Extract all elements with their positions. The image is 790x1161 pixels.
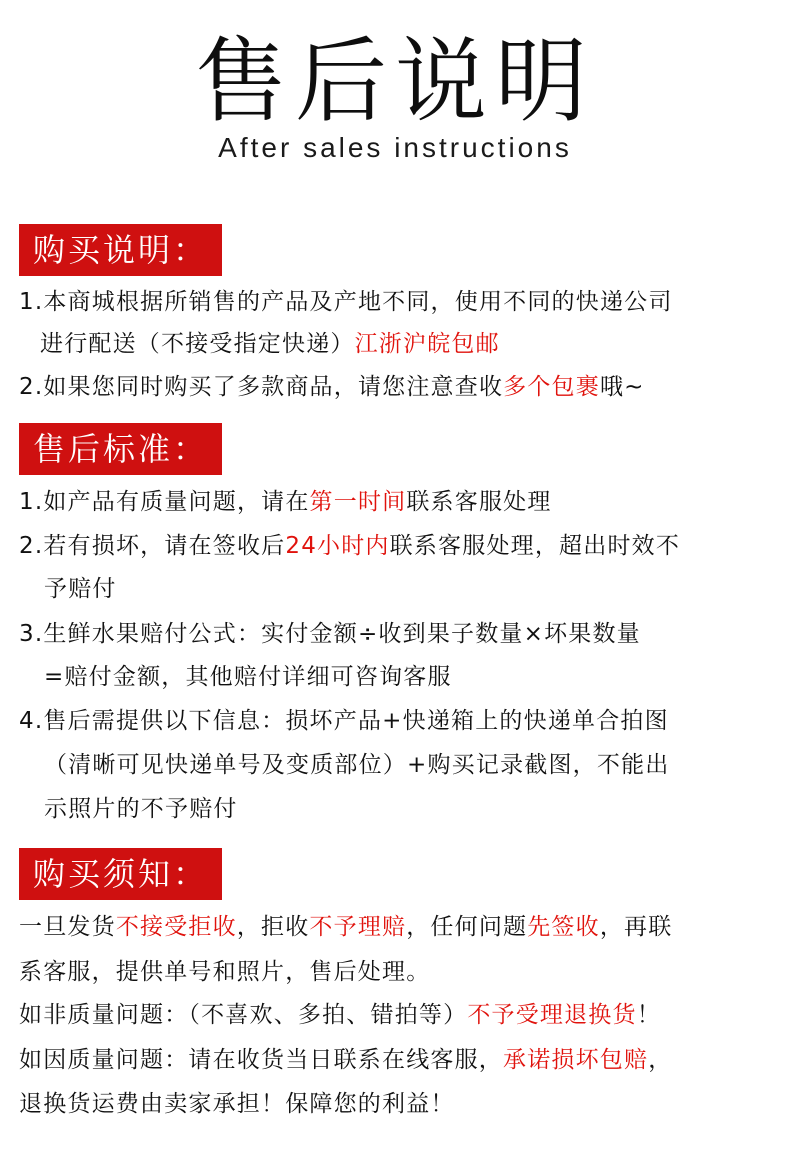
- page-subtitle: After sales instructions: [218, 132, 572, 163]
- after-sales-item-4-cont2: 示照片的不予赔付: [44, 796, 238, 822]
- text: 联系客服处理，超出时效不: [389, 533, 681, 559]
- text: 如非质量问题：（不喜欢、多拍、错拍等）: [19, 1002, 468, 1028]
- purchase-info-item-1-cont: [40, 329, 500, 359]
- notice-paragraph-1-cont: 系客服，提供单号和照片，售后处理。: [19, 959, 431, 985]
- after-sales-item-3-cont: =赔付金额，其他赔付详细可咨询客服: [44, 664, 452, 690]
- text: ，任何问题: [406, 914, 528, 940]
- highlight-24-hours: 24小时内: [285, 533, 390, 559]
- page-title: 售后说明: [194, 28, 595, 135]
- text: 哦~: [599, 374, 645, 400]
- notice-paragraph-1: [19, 912, 672, 942]
- section-heading-notice: 购买须知：: [19, 848, 222, 900]
- purchase-info-item-1: 1.本商城根据所销售的产品及产地不同，使用不同的快递公司: [19, 289, 673, 315]
- highlight-no-return: 不予受理退换货: [467, 1002, 637, 1028]
- text: 2.若有损坏，请在签收后: [19, 533, 286, 559]
- text: ，拒收: [236, 914, 310, 940]
- highlight-sign-first: 先签收: [527, 914, 600, 940]
- highlight-multiple-parcels: 多个包裹: [503, 374, 600, 400]
- text: 如因质量问题：请在收货当日联系在线客服，: [19, 1047, 503, 1073]
- text: 1.如产品有质量问题，请在: [19, 489, 310, 515]
- text: 联系客服处理: [406, 489, 552, 515]
- purchase-info-item-2: [19, 372, 645, 402]
- highlight-no-rejection: 不接受拒收: [115, 914, 237, 940]
- text: ，: [648, 1047, 673, 1073]
- section-heading-purchase-info: 购买说明：: [19, 224, 222, 276]
- after-sales-item-2-cont: 予赔付: [44, 576, 117, 602]
- after-sales-item-2: [19, 531, 680, 561]
- notice-paragraph-2: [19, 1000, 661, 1030]
- highlight-damage-guarantee: 承诺损坏包赔: [503, 1047, 649, 1073]
- highlight-free-shipping: 江浙沪皖包邮: [354, 331, 500, 357]
- after-sales-item-4-cont: （清晰可见快递单号及变质部位）+购买记录截图，不能出: [44, 752, 670, 778]
- after-sales-item-4: 4.售后需提供以下信息：损坏产品+快递箱上的快递单合拍图: [19, 708, 669, 734]
- text: ！: [636, 1002, 661, 1028]
- highlight-first-time: 第一时间: [309, 489, 407, 515]
- notice-paragraph-3-cont: 退换货运费由卖家承担！保障您的利益！: [19, 1091, 455, 1117]
- after-sales-item-1: [19, 487, 552, 517]
- highlight-no-compensation: 不予理赔: [309, 914, 407, 940]
- section-heading-after-sales: 售后标准：: [19, 423, 222, 475]
- text: 一旦发货: [19, 914, 116, 940]
- after-sales-item-3: 3.生鲜水果赔付公式：实付金额÷收到果子数量×坏果数量: [19, 621, 641, 647]
- text: ，再联: [599, 914, 673, 940]
- text: 2.如果您同时购买了多款商品，请您注意查收: [19, 374, 504, 400]
- notice-paragraph-3: [19, 1045, 672, 1075]
- text: 进行配送（不接受指定快递）: [40, 331, 355, 357]
